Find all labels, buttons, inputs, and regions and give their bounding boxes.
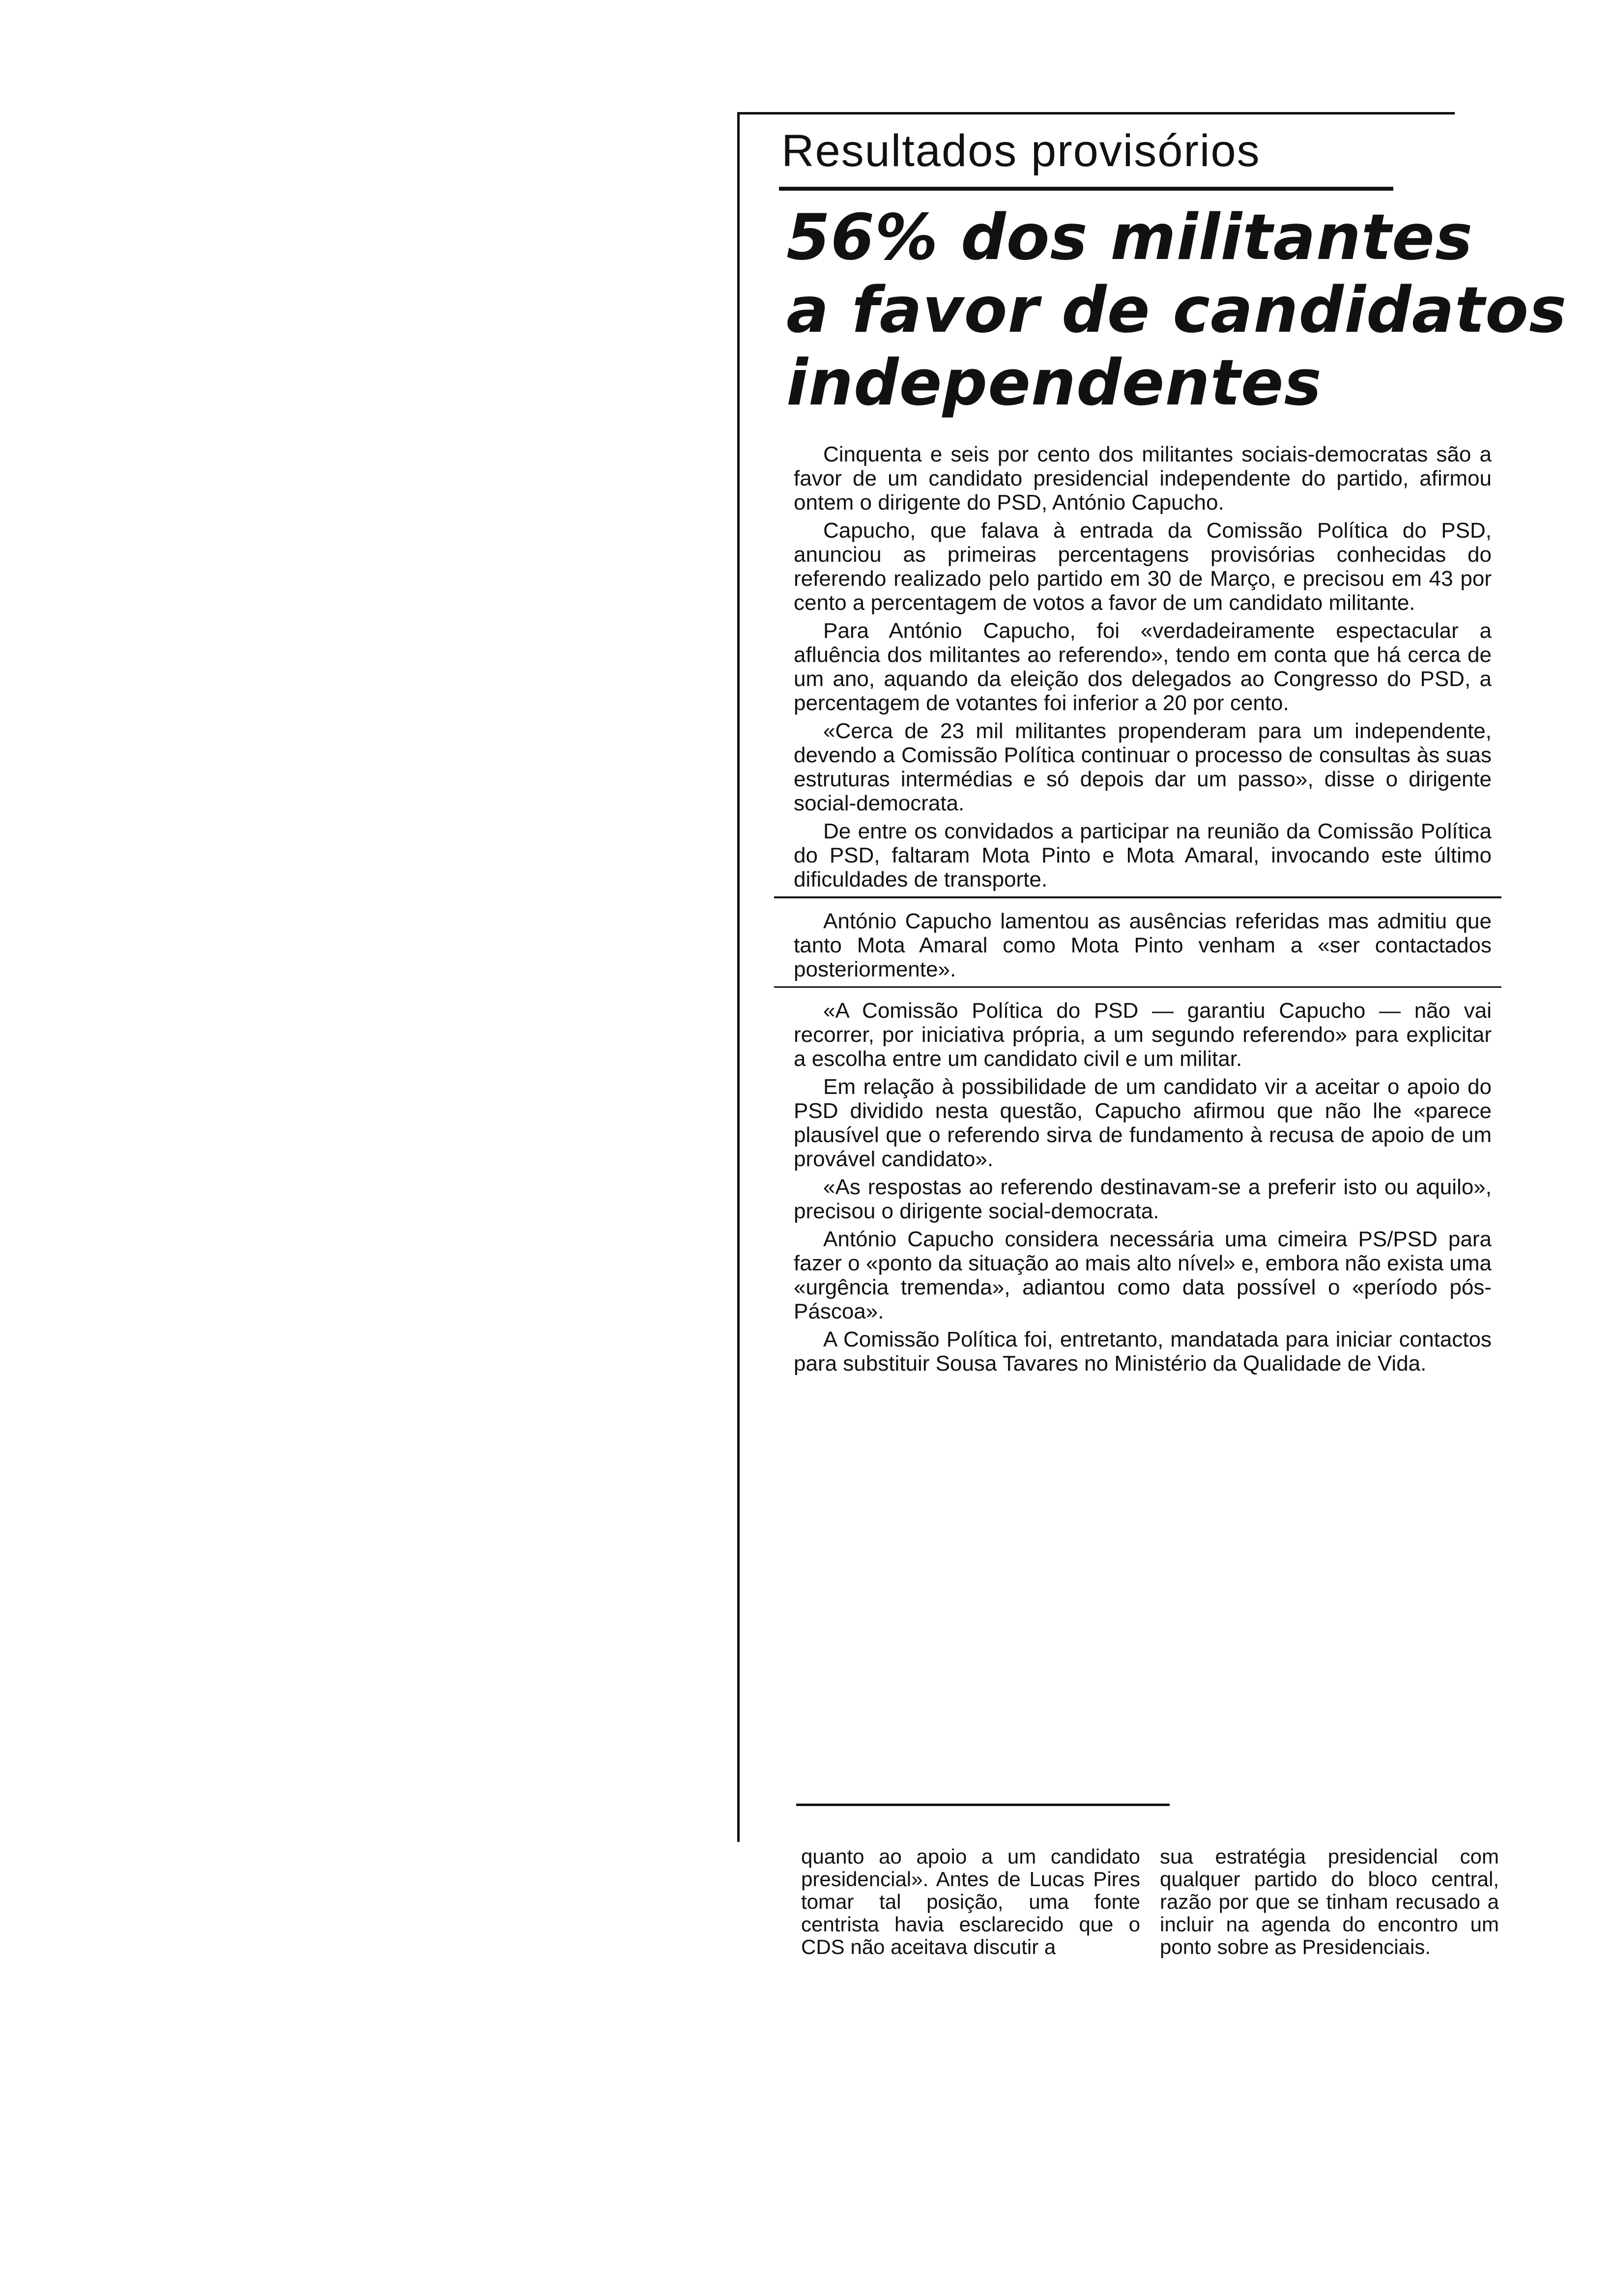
article-paragraph: Em relação à possibilidade de um candidato vir a aceitar o apoio do PSD dividido nesta questão, Capucho afirmou que não lhe «parece plausível que o referendo sirva de fundamento à recusa de apoio de um provável candidato». <box>794 1075 1492 1171</box>
article-paragraph: «Cerca de 23 mil militantes propenderam para um independente, devendo a Comissão Política continuar o processo de consultas às suas estruturas intermédias e só depois dar um passo», disse o dirigente social-democrata. <box>794 719 1492 815</box>
headline-line: 56% dos militantes <box>786 201 1473 274</box>
continued-columns <box>801 1845 1499 1958</box>
headline-line: a favor de candidatos <box>786 274 1567 347</box>
cut-line <box>774 896 1501 898</box>
bottom-left-column: quanto ao apoio a um candidato presidencial». Antes de Lucas Pires tomar tal posição, uma fonte centrista havia esclarecido que o CDS não aceitava discutir a <box>801 1845 1140 1958</box>
article-paragraph: «A Comissão Política do PSD — garantiu Capucho — não vai recorrer, por iniciativa própria, a um segundo referendo» para explicitar a escolha entre um candidato civil e um militar. <box>794 999 1492 1071</box>
article-body <box>794 442 1492 1379</box>
bottom-right-column: sua estratégia presidencial com qualquer partido do bloco central, razão por que se tinham recusado a incluir na agenda do encontro um ponto sobre as Presidenciais. <box>1160 1845 1499 1958</box>
clipping-top-border <box>737 112 1455 115</box>
article-headline <box>786 201 1567 420</box>
article-paragraph: «As respostas ao referendo destinavam-se a preferir isto ou aquilo», precisou o dirigente social-democrata. <box>794 1175 1492 1223</box>
article-paragraph: Cinquenta e seis por cento dos militantes sociais-democratas são a favor de um candidato presidencial independente do partido, afirmou ontem o dirigente do PSD, António Capucho. <box>794 442 1492 515</box>
clipping-left-border <box>737 112 740 1842</box>
article-paragraph: Para António Capucho, foi «verdadeiramente espectacular a afluência dos militantes ao referendo», tendo em conta que há cerca de um ano, aquando da eleição dos delegados ao Congresso do PSD, a percentagem de votantes foi inferior a 20 por cento. <box>794 619 1492 715</box>
cut-line <box>774 986 1501 988</box>
article-paragraph: A Comissão Política foi, entretanto, mandatada para iniciar contactos para substituir Sousa Tavares no Ministério da Qualidade de Vida. <box>794 1327 1492 1376</box>
kicker-underline <box>779 187 1393 191</box>
headline-line: independentes <box>786 346 1322 420</box>
article-paragraph: António Capucho considera necessária uma cimeira PS/PSD para fazer o «ponto da situação ao mais alto nível» e, embora não exista uma «urgência tremenda», adiantou como data possível o «período pós-Páscoa». <box>794 1227 1492 1323</box>
article-kicker: Resultados provisórios <box>781 126 1261 176</box>
column-divider <box>796 1804 1170 1806</box>
article-paragraph: António Capucho lamentou as ausências referidas mas admitiu que tanto Mota Amaral como Mota Pinto venham a «ser contactados posteriormente». <box>794 909 1492 981</box>
article-paragraph: Capucho, que falava à entrada da Comissão Política do PSD, anunciou as primeiras percentagens provisórias conhecidas do referendo realizado pelo partido em 30 de Março, e precisou em 43 por cento a percentagem de votos a favor de um candidato militante. <box>794 518 1492 615</box>
article-paragraph: De entre os convidados a participar na reunião da Comissão Política do PSD, faltaram Mota Pinto e Mota Amaral, invocando este último dificuldades de transporte. <box>794 819 1492 891</box>
